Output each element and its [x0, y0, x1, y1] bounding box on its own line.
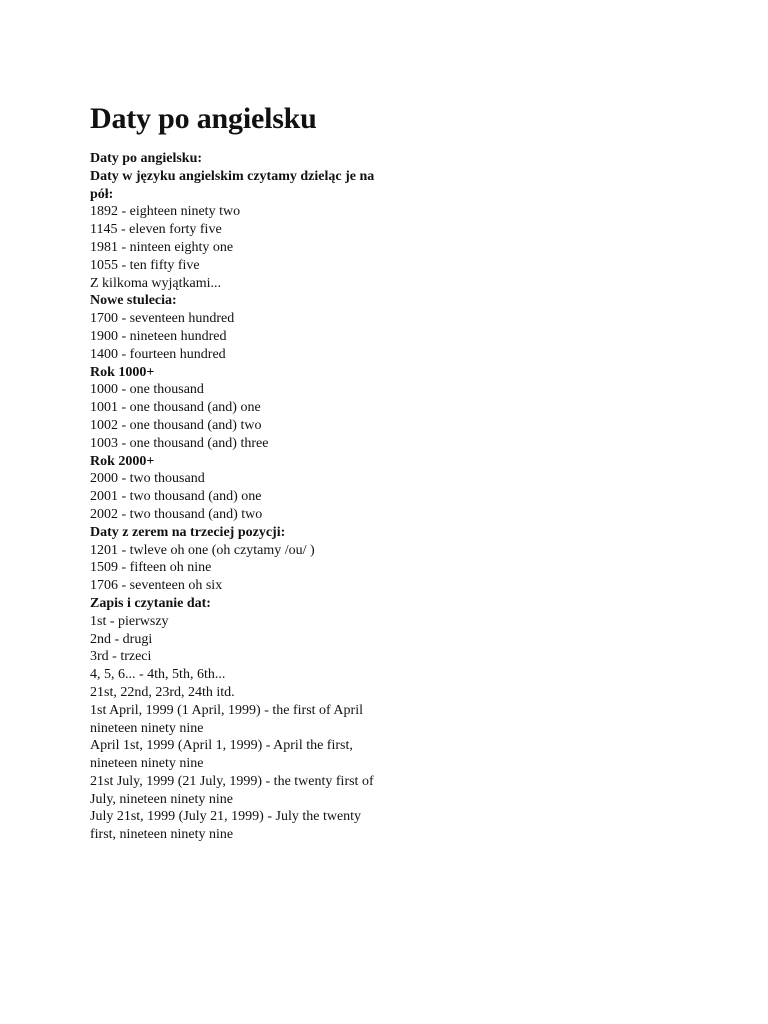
text-line: 2nd - drugi	[90, 631, 153, 647]
text-line: Rok 1000+	[90, 364, 155, 380]
text-line: April 1st, 1999 (April 1, 1999) - April the first, nineteen ninety nine	[90, 738, 353, 772]
text-line: Zapis i czytanie dat:	[90, 595, 211, 611]
text-line: 1706 - seventeen oh six	[90, 578, 223, 594]
text-line: 1201 - twleve oh one (oh czytamy /ou/ )	[90, 542, 315, 558]
text-line: 1000 - one thousand	[90, 382, 204, 398]
text-line: 2002 - two thousand (and) two	[90, 506, 263, 522]
text-line: 3rd - trzeci	[90, 649, 152, 665]
text-line: Nowe stulecia:	[90, 293, 177, 309]
text-line: 1st April, 1999 (1 April, 1999) - the first of April nineteen ninety nine	[90, 702, 363, 736]
document-body	[90, 150, 390, 844]
text-line: 1981 - ninteen eighty one	[90, 239, 234, 255]
text-line: 2000 - two thousand	[90, 471, 205, 487]
document-page	[90, 100, 390, 844]
text-line: Daty po angielsku:	[90, 151, 203, 166]
text-line: Daty z zerem na trzeciej pozycji:	[90, 524, 286, 540]
text-line: 1055 - ten fifty five	[90, 257, 200, 273]
text-line: 2001 - two thousand (and) one	[90, 489, 262, 505]
text-line: 1900 - nineteen hundred	[90, 328, 227, 344]
text-line: Rok 2000+	[90, 453, 155, 469]
text-line: July 21st, 1999 (July 21, 1999) - July the twenty first, nineteen ninety nine	[90, 809, 362, 843]
text-line: 1700 - seventeen hundred	[90, 311, 235, 327]
text-line: 1509 - fifteen oh nine	[90, 560, 212, 576]
text-line: 1892 - eighteen ninety two	[90, 204, 241, 220]
document-title: Daty po angielsku	[90, 102, 317, 135]
text-line: Z kilkoma wyjątkami...	[90, 275, 222, 291]
text-line: 1400 - fourteen hundred	[90, 346, 226, 362]
text-line: 1st - pierwszy	[90, 613, 169, 629]
text-line: 1003 - one thousand (and) three	[90, 435, 269, 451]
text-line: 21st, 22nd, 23rd, 24th itd.	[90, 684, 235, 700]
text-line: 1002 - one thousand (and) two	[90, 417, 262, 433]
text-line: 21st July, 1999 (21 July, 1999) - the twenty first of July, nineteen ninety nine	[90, 773, 374, 807]
text-line: 1001 - one thousand (and) one	[90, 400, 261, 416]
text-line: 1145 - eleven forty five	[90, 222, 222, 238]
text-line: 4, 5, 6... - 4th, 5th, 6th...	[90, 667, 226, 683]
text-line: Daty w języku angielskim czytamy dzieląc je na pół:	[90, 168, 375, 202]
